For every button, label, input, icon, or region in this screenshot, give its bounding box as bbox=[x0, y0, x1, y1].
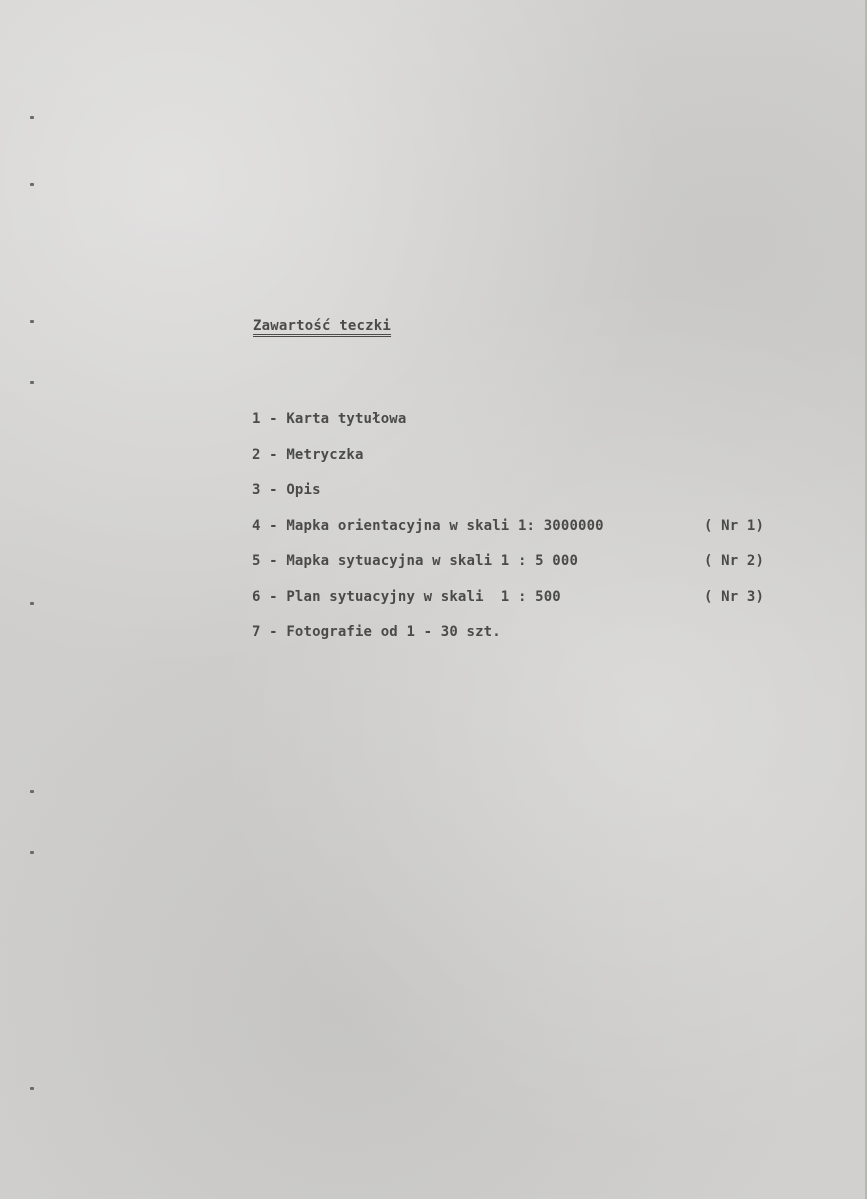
item-number: 3 bbox=[252, 482, 261, 498]
item-text: Opis bbox=[286, 482, 321, 498]
list-item: 5 - Mapka sytuacyjna w skali 1 : 5 000 ( Nr 2) bbox=[252, 553, 765, 569]
item-text: Fotografie od 1 - 30 szt. bbox=[286, 624, 501, 640]
punch-mark bbox=[30, 602, 34, 605]
punch-mark bbox=[30, 183, 34, 186]
item-text: Metryczka bbox=[286, 446, 364, 463]
list-item: 6 - Plan sytuacyjny w skali 1 : 500 ( Nr 3) bbox=[252, 588, 765, 605]
document-title: Zawartość teczki bbox=[253, 318, 392, 334]
list-item: 3 - Opis bbox=[252, 482, 321, 498]
item-text: Mapka sytuacyjna w skali 1 : 5 000 bbox=[286, 553, 579, 569]
item-text: Karta tytułowa bbox=[286, 411, 407, 427]
item-number: 2 bbox=[252, 446, 261, 463]
list-item: 7 - Fotografie od 1 - 30 szt. bbox=[252, 624, 501, 640]
item-number: 1 bbox=[252, 411, 261, 427]
item-text: Plan sytuacyjny w skali 1 : 500 bbox=[286, 588, 561, 605]
list-item: 4 - Mapka orientacyjna w skali 1: 3000000 ( Nr 1) bbox=[252, 517, 765, 534]
item-number: 4 bbox=[252, 517, 261, 534]
punch-mark bbox=[30, 381, 34, 384]
punch-mark bbox=[30, 1087, 34, 1090]
item-ref: ( Nr 2) bbox=[704, 553, 765, 569]
item-text: Mapka orientacyjna w skali 1: 3000000 bbox=[286, 517, 604, 534]
item-ref: ( Nr 1) bbox=[704, 517, 765, 534]
list-item: 2 - Metryczka bbox=[252, 446, 364, 463]
list-item: 1 - Karta tytułowa bbox=[252, 411, 407, 427]
punch-mark bbox=[30, 116, 34, 119]
item-number: 6 bbox=[252, 588, 261, 605]
item-number: 5 bbox=[252, 553, 261, 569]
item-number: 7 bbox=[252, 624, 261, 640]
punch-mark bbox=[30, 320, 34, 323]
punch-mark bbox=[30, 851, 34, 854]
contents-list bbox=[252, 411, 812, 660]
item-ref: ( Nr 3) bbox=[704, 588, 765, 605]
punch-mark bbox=[30, 790, 34, 793]
